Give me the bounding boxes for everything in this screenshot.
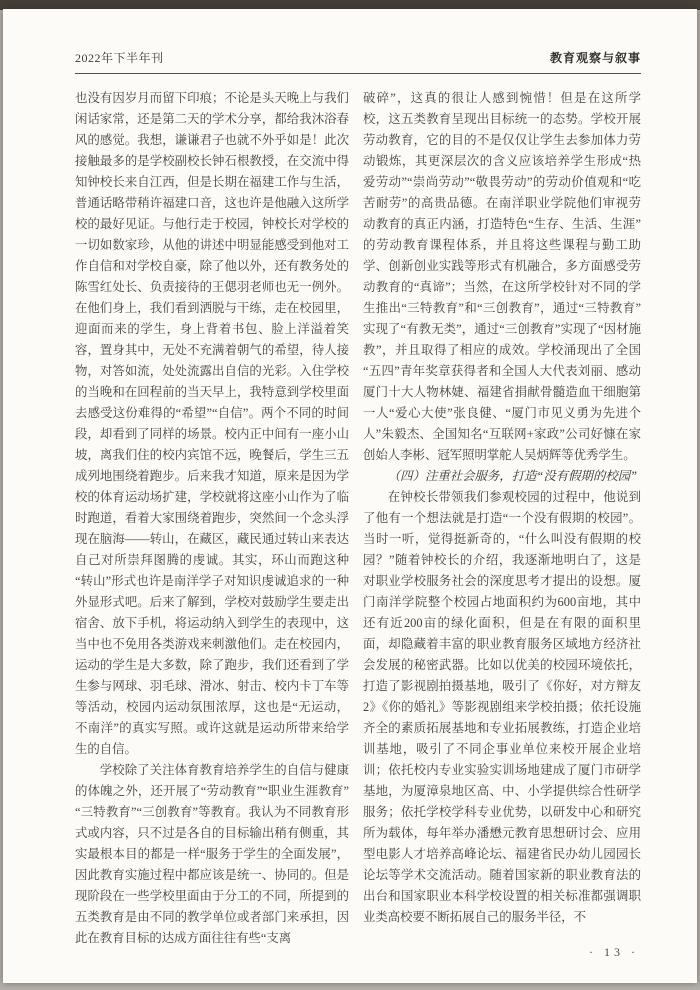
header-rule [75,73,641,74]
journal-issue-label: 2022年下半年刊 [75,51,164,65]
paragraph: 破碎”，这真的很让人感到惋惜！但是在这所学校，这五类教育呈现出目标统一的态势。学校开展劳动教育，它的目的不是仅仅让学生去参加体力劳动锻炼，其更深层次的含义应该培养学生形成“热爱劳动”“崇尚劳动”“敬畏劳动”的劳动价值观和“吃苦耐劳”的高贵品德。在南洋职业学院他们审视劳动教育的真正内涵，打造特色“生存、生活、生涯”的劳动教育课程体系，并且将这些课程与勤工助学、创新创业实践等形式有机融合，多方面感受劳动教育的“真谛”；当然，在这所学校针对不同的学生推出“三特教育”和“三创教育”，通过“三特教育”实现了“有教无类”，通过“三创教育”实现了“因材施教”，并且取得了相应的成效。学校涌现出了全国“五四”青年奖章获得者和全国人大代表刘丽、感动厦门十大人物林婕、福建省捐献骨髓造血干细胞第一人“爱心大使”张良健、“厦门市见义勇为先进个人”朱毅杰、全国知名“互联网+家政”公司好慷在家创始人李彬、冠军照明掌舵人吴炳辉等优秀学生。 [363,91,641,462]
document-page [3,9,697,983]
page-content [75,49,641,949]
paragraph: 学校除了关注体育教育培养学生的自信与健康的体魄之外，还开展了“劳动教育”“职业生涯教育”“三特教育”“三创教育”等教育。我认为不同教育形式或内容，只不过是各自的目标输出稍有侧重，其实最根本目的都是一样“服务于学生的全面发展”，因此教育实施过程中都应该是统一、协同的。但是现阶段在一些学校里面由于分工的不同，所提到的五类教育是由不同的教学单位或者部门来承担，因此在教育目标的达成方面往往有些“支离 [75,763,349,945]
page-number: · 13 · [589,945,639,959]
right-column [363,88,641,949]
page-header [75,49,641,66]
left-column [75,88,349,949]
paragraph: （四）注重社会服务，打造“没有假期的校园” [387,469,638,483]
text-columns [75,88,641,949]
paragraph: 在钟校长带领我们参观校园的过程中，他说到了他有一个想法就是打造“一个没有假期的校园”。当时一听，觉得挺新奇的，“什么叫没有假期的校园？”随着钟校长的介绍，我逐渐地明白了，这是对职业学校服务社会的深度思考才提出的设想。厦门南洋学院整个校园占地面积约为600亩地，其中还有近200亩的绿化面积，但是在有限的面积里面，却隐藏着丰富的职业教育服务区域地方经济社会发展的秘密武器。比如以优美的校园环境依托，打造了影视剧拍摄基地，吸引了《你好，对方辩友2》《你的婚礼》等影视剧组来学校拍摄；依托设施齐全的素质拓展基地和专业拓展教练，打造企业培训基地，吸引了不同企事业单位来校开展企业培训；依托校内专业实验实训场地建成了厦门市研学基地，为厦漳泉地区高、中、小学提供综合性研学服务；依托学校学科专业优势，以研发中心和研究所为载体，每年举办潘懋元教育思想研讨会、应用型电影人才培养高峰论坛、福建省民办幼儿园园长论坛等学术交流活动。随着国家新的职业教育法的出台和国家职业本科学校设置的相关标准都强调职业类高校要不断拓展自己的服务半径，不 [363,490,641,924]
section-title-label: 教育观察与叙事 [549,51,641,65]
paragraph: 也没有因岁月而留下印痕；不论是头天晚上与我们闲话家常，还是第二天的学术分享，都给我沐浴春风的感觉。我想，谦谦君子也就不外乎如是！此次接触最多的是学校副校长钟石根教授，在交流中得知钟校长来自江西，但是长期在福建工作与生活，普通话略带稍许福建口音，这也许是他融入这所学校的最好见证。与他行走于校园，钟校长对学校的一切如数家珍，从他的讲述中明显能感受到他对工作自信和对学校自豪，除了他以外，还有教务处的陈雪红处长、负责接待的王偲羽老师也无一例外。在他们身上，我们看到洒脱与干练，走在校园里，迎面而来的学生，身上背着书包、脸上洋溢着笑容，置身其中，无处不充满着朝气的希望，待人接物，对答如流，处处流露出自信的光彩。入住学校的当晚和在回程前的当天早上，我特意到学校里面去感受这份难得的“希望”“自信”。两个不同的时间段，却看到了同样的场景。校内正中间有一座小山坡，离我们住的校内宾馆不远，晚餐后，学生三五成列地围绕着跑步。后来我才知道，原来是因为学校的体育运动场扩建，学校就将这座小山作为了临时跑道，看着大家围绕着跑步，突然间一个念头浮现在脑海——转山，在藏区，藏民通过转山来表达自己对所崇拜图腾的虔诚。其实，环山而跑这种“转山”形式也许是南洋学子对知识虔诚追求的一种外显形式吧。后来了解到，学校对鼓励学生要走出宿舍、放下手机，将运动纳入到学生的表现中，这当中也不免用各类游戏来刺激他们。走在校园内，运动的学生是大多数，除了跑步，我们还看到了学生参与网球、羽毛球、滑冰、射击、校内卡丁车等等活动，校园内运动氛围浓厚，这也是“无运动，不南洋”的真实写照。或许这就是运动所带来给学生的自信。 [75,91,349,756]
